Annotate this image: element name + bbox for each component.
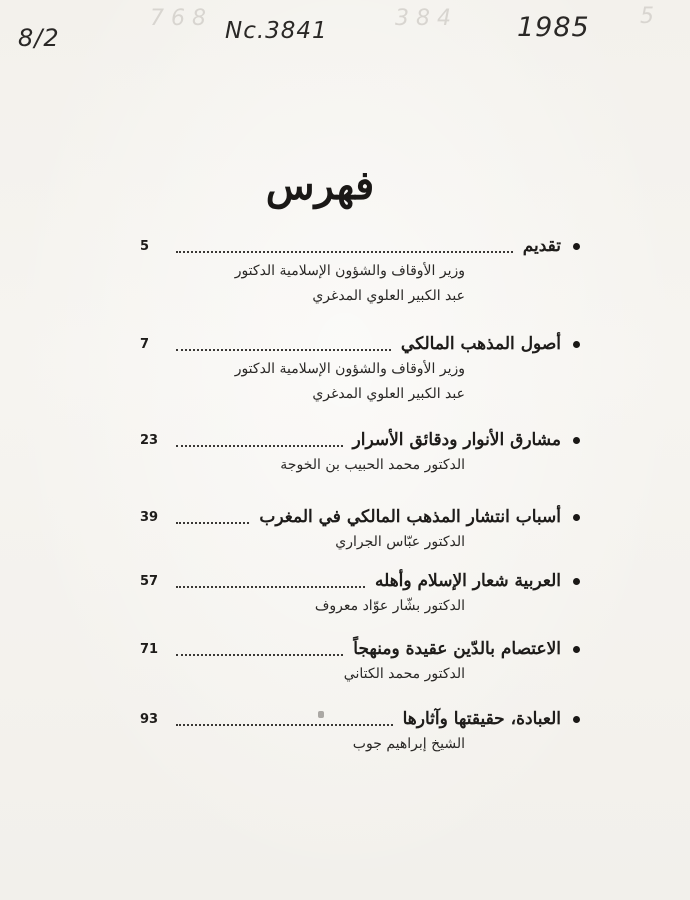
bullet-icon: [573, 437, 580, 444]
page-number: 57: [140, 573, 159, 589]
entry-title: العربية شعار الإسلام وأهله: [374, 571, 561, 591]
entry-title: أسباب انتشار المذهب المالكي في المغرب: [259, 507, 561, 527]
entry-author: الدكتور عبّاس الجراري: [335, 534, 465, 550]
page-number: 71: [140, 641, 159, 657]
handwritten-year: 1985: [517, 12, 590, 43]
toc-line: [140, 502, 580, 532]
entry-author: الدكتور بشّار عوّاد معروف: [314, 598, 465, 614]
entry-title: أصول المذهب المالكي: [400, 334, 561, 354]
dot-leader: [176, 723, 393, 726]
page-number: 7: [140, 336, 150, 352]
page-number: 93: [140, 711, 159, 727]
entry-title: مشارق الأنوار ودقائق الأسرار: [352, 430, 561, 450]
toc-line: [140, 425, 580, 455]
toc-entry: [140, 704, 580, 784]
toc-entry: [140, 425, 580, 505]
entry-title: العبادة، حقيقتها وآثارها: [402, 709, 561, 729]
entry-author: الشيخ إبراهيم جوب: [352, 736, 465, 752]
ghost-mark-left: 7 6 8: [150, 6, 206, 31]
toc-entry: [140, 231, 580, 311]
ghost-mark-middle: 3 8 4: [395, 6, 451, 31]
dot-leader: [176, 585, 365, 588]
bullet-icon: [573, 716, 580, 723]
toc-line: [140, 566, 580, 596]
toc-entry: [140, 329, 580, 409]
entry-author: وزير الأوقاف والشؤون الإسلامية الدكتور عبد الكبير العلوي المدغري: [234, 361, 465, 402]
bullet-icon: [573, 646, 580, 653]
handwritten-call-number: Nc.3841: [225, 18, 328, 44]
entry-author: الدكتور محمد الكتاني: [343, 666, 465, 682]
toc-entry: [140, 634, 580, 714]
dot-leader: [176, 348, 391, 351]
bullet-icon: [573, 578, 580, 585]
page-number: 39: [140, 509, 159, 525]
entry-title: تقديم: [522, 236, 561, 256]
entry-title: الاعتصام بالدّين عقيدة ومنهجاً: [353, 639, 561, 659]
dot-leader: [176, 653, 343, 656]
bullet-icon: [573, 243, 580, 250]
ink-smudge: [318, 711, 324, 718]
bullet-icon: [573, 514, 580, 521]
dot-leader: [176, 444, 343, 447]
entry-author: الدكتور محمد الحبيب بن الخوجة: [280, 457, 465, 473]
page-title: فهرس: [265, 162, 375, 209]
toc-line: [140, 634, 580, 664]
toc-line: [140, 704, 580, 734]
toc-line: [140, 231, 580, 261]
ghost-mark-right: 5: [640, 4, 654, 29]
page-number: 23: [140, 432, 159, 448]
handwritten-page-note: 8/2: [18, 24, 60, 52]
dot-leader: [176, 521, 249, 524]
page-number: 5: [140, 238, 150, 254]
dot-leader: [176, 250, 513, 253]
bullet-icon: [573, 341, 580, 348]
entry-author: وزير الأوقاف والشؤون الإسلامية الدكتور عبد الكبير العلوي المدغري: [234, 263, 465, 304]
toc-line: [140, 329, 580, 359]
